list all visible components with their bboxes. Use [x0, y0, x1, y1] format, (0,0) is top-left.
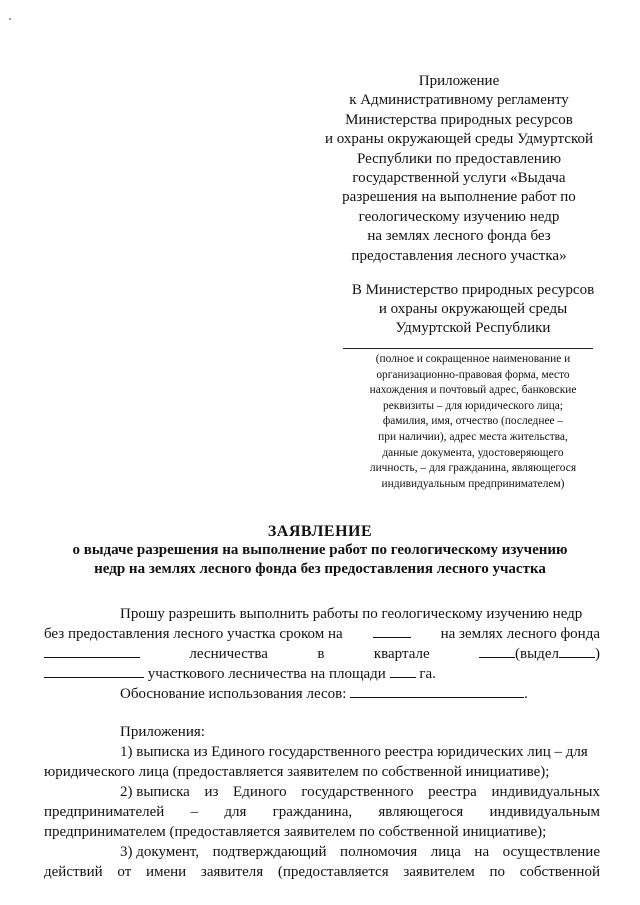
word: имени [145, 864, 187, 880]
word: индивидуальных [491, 784, 600, 800]
explanation-line: при наличии), адрес места жительства, [378, 430, 568, 443]
appendix-line: и охраны окружающей среды Удмуртской [325, 131, 593, 148]
attachment-item-2 [84, 782, 600, 802]
request-text: в [317, 646, 325, 662]
appendix-line: Приложение [418, 73, 500, 89]
justification-line [84, 684, 600, 704]
appendix-line: Республики по предоставлению [356, 150, 562, 167]
addressee-block [340, 281, 606, 339]
word: – [190, 804, 199, 820]
explanation-line: данные документа, удостоверяющего [382, 446, 564, 459]
word: заявителем [403, 864, 475, 880]
attachment-item-3 [84, 842, 600, 862]
attachments-label: Приложения: [120, 724, 205, 740]
district-forestry-field[interactable] [44, 664, 144, 678]
request-text: ) [594, 646, 600, 662]
addressee-line: и охраны окружающей среды [378, 301, 568, 318]
request-text: лесничества [189, 646, 268, 662]
word: подтверждающий [212, 844, 327, 860]
request-text: га. [419, 666, 436, 682]
quarter-field[interactable] [479, 644, 515, 658]
word: от [117, 864, 132, 880]
appendix-line: геологическому изучению недр [358, 208, 560, 225]
appendix-line: государственной услуги «Выдача [352, 170, 566, 187]
explanation-line: реквизиты – для юридического лица; [383, 399, 563, 412]
word: 3) документ, [120, 844, 200, 860]
request-line [44, 664, 600, 684]
appendix-line: разрешения на выполнение работ по [342, 189, 576, 206]
word: государственного [301, 784, 414, 800]
request-line [44, 644, 600, 664]
term-field[interactable] [373, 624, 411, 638]
word: 2) выписка [120, 784, 190, 800]
addressee-line: Удмуртской Республики [395, 320, 551, 337]
word: индивидуальным [489, 804, 600, 820]
spacer [84, 704, 600, 722]
word: лица [430, 844, 461, 860]
area-field[interactable] [390, 664, 416, 678]
appendix-line: к Административному регламенту [349, 92, 569, 109]
word: по [489, 864, 506, 880]
attachment-item-2-cont: предпринимателем (предоставляется заявителем по собственной инициативе); [44, 824, 547, 840]
request-line [44, 624, 600, 644]
forestry-field[interactable] [44, 644, 140, 658]
appendix-line: Министерства природных ресурсов [345, 111, 573, 128]
explanation-line: организационно-правовая форма, место [376, 368, 570, 381]
explanation-line: личность, – для гражданина, являющегося [369, 462, 577, 475]
appendix-line: на землях лесного фонда без [367, 228, 551, 245]
document-title [40, 522, 600, 579]
word: полномочия [340, 844, 418, 860]
word: собственной [519, 864, 600, 880]
appendix-line: предоставления лесного участка» [351, 247, 567, 264]
application-body [44, 604, 600, 882]
request-text: участкового лесничества на площади [147, 666, 386, 682]
allotment-field[interactable] [559, 644, 595, 658]
word: гражданина, [272, 804, 353, 820]
word: осуществление [502, 844, 600, 860]
word: (предоставляется [277, 864, 389, 880]
request-text: без предоставления лесного участка сроком на [44, 626, 343, 642]
word: Единого [233, 784, 287, 800]
explanation-line: индивидуальным предпринимателем) [381, 477, 565, 490]
word: реестра [428, 784, 477, 800]
attachment-item-1: 1) выписка из Единого государственного реестра юридических лиц – для [120, 744, 588, 760]
explanation-line: фамилия, имя, отчество (последнее – [382, 415, 564, 428]
word: заявителя [200, 864, 264, 880]
request-text: на землях лесного фонда [440, 626, 600, 642]
addressee-line: В Министерство природных ресурсов [351, 282, 595, 298]
attachment-item-2-cont [44, 802, 600, 822]
applicant-explanation [340, 352, 606, 492]
title-subline: о выдаче разрешения на выполнение работ по геологическому изучению [72, 542, 568, 558]
attachment-item-1-cont: юридического лица (предоставляется заявителем по собственной инициативе); [44, 764, 550, 780]
request-line: Прошу разрешить выполнить работы по геологическому изучению недр [120, 606, 583, 622]
word: на [474, 844, 490, 860]
justification-end: . [524, 686, 528, 702]
applicant-name-field[interactable] [343, 348, 593, 349]
word: из [204, 784, 219, 800]
request-text: квартале [373, 646, 430, 662]
word: для [224, 804, 247, 820]
word: предпринимателей [44, 804, 165, 820]
appendix-header [300, 72, 618, 266]
justification-field[interactable] [350, 684, 524, 698]
word: являющегося [378, 804, 464, 820]
explanation-line: нахождения и почтовый адрес, банковские [369, 384, 577, 397]
title-subline: недр на землях лесного фонда без предоставления лесного участка [94, 561, 546, 577]
scan-speck [9, 18, 11, 20]
attachment-item-3-cont [44, 862, 600, 882]
justification-label: Обоснование использования лесов: [120, 686, 347, 702]
request-text: (выдел [515, 646, 559, 662]
title-main: ЗАЯВЛЕНИЕ [267, 523, 373, 540]
word: действий [44, 864, 103, 880]
explanation-line: (полное и сокращенное наименование и [375, 353, 571, 365]
